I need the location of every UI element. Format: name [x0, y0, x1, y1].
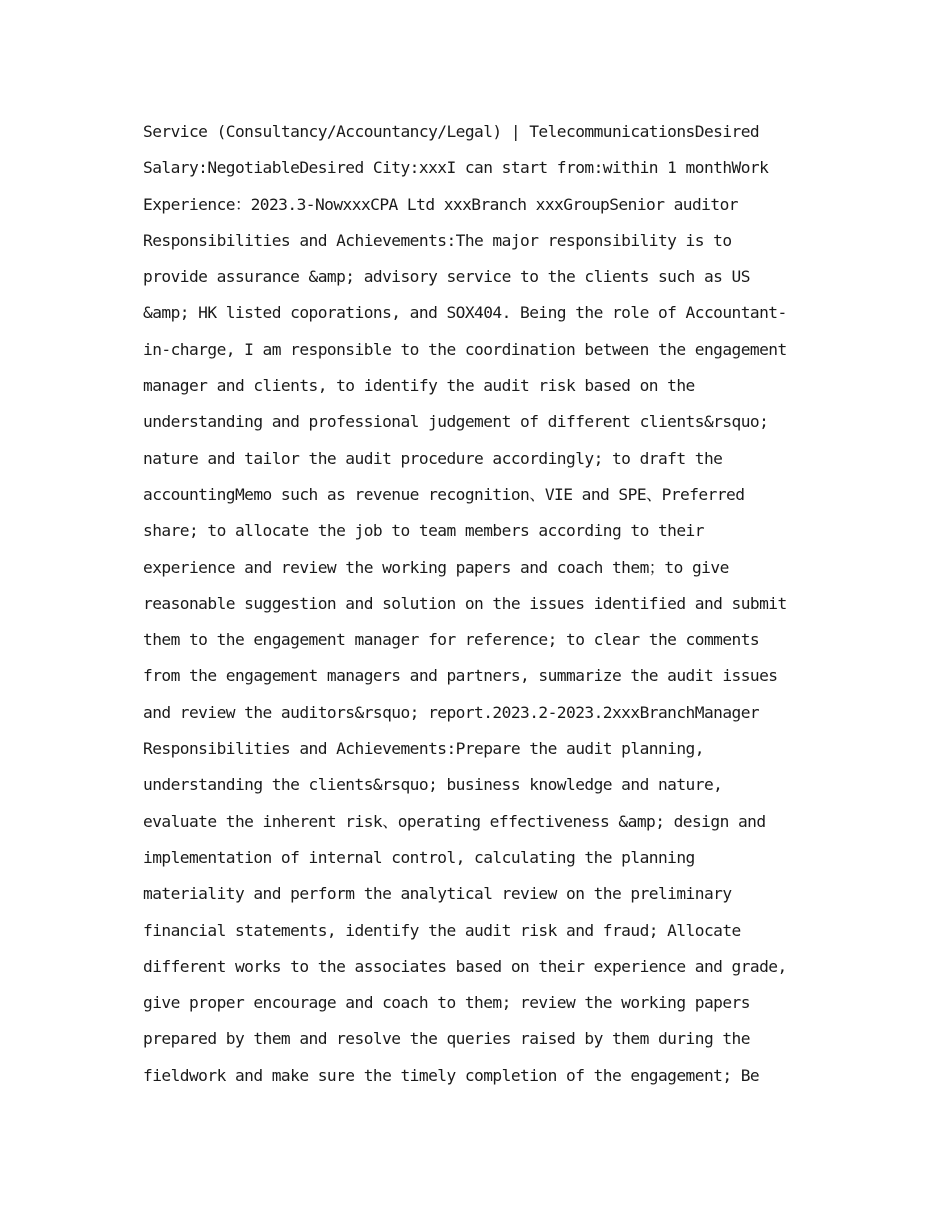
text-line: implementation of internal control, calculating the planning	[143, 847, 695, 867]
text-line: prepared by them and resolve the queries raised by them during the	[143, 1029, 750, 1049]
text-line: manager and clients, to identify the audit risk based on the	[143, 376, 695, 396]
text-line: experience and review the working papers and coach them；to give	[143, 557, 729, 577]
text-line: fieldwork and make sure the timely completion of the engagement; Be	[143, 1065, 760, 1085]
text-line: in-charge, I am responsible to the coordination between the engagement	[143, 339, 787, 359]
text-line: accountingMemo such as revenue recognition、VIE and SPE、Preferred	[143, 484, 745, 504]
text-line: understanding and professional judgement of different clients&rsquo;	[143, 412, 769, 432]
text-line: Salary:NegotiableDesired City:xxxI can start from:within 1 monthWork	[143, 158, 769, 178]
text-line: &amp; HK listed coporations, and SOX404. Being the role of Accountant-	[143, 303, 787, 323]
document-body	[143, 114, 823, 1094]
text-line: reasonable suggestion and solution on the issues identified and submit	[143, 593, 787, 613]
text-line: Responsibilities and Achievements:Prepare the audit planning,	[143, 739, 704, 759]
text-line: from the engagement managers and partners, summarize the audit issues	[143, 666, 778, 686]
text-line: and review the auditors&rsquo; report.2023.2-2023.2xxxBranchManager	[143, 702, 760, 722]
text-line: different works to the associates based on their experience and grade,	[143, 956, 787, 976]
text-line: Responsibilities and Achievements:The major responsibility is to	[143, 230, 732, 250]
text-line: financial statements, identify the audit risk and fraud; Allocate	[143, 920, 741, 940]
text-line: Service (Consultancy/Accountancy/Legal) | TelecommunicationsDesired	[143, 122, 760, 141]
text-line: materiality and perform the analytical review on the preliminary	[143, 884, 732, 904]
text-line: evaluate the inherent risk、operating effectiveness &amp; design and	[143, 811, 766, 831]
text-line: Experience：2023.3-NowxxxCPA Ltd xxxBranch xxxGroupSenior auditor	[143, 194, 738, 214]
text-line: nature and tailor the audit procedure accordingly; to draft the	[143, 448, 723, 468]
text-line: provide assurance &amp; advisory service to the clients such as US	[143, 267, 750, 287]
text-line: give proper encourage and coach to them; review the working papers	[143, 993, 750, 1013]
text-line: them to the engagement manager for reference; to clear the comments	[143, 630, 760, 650]
text-line: share; to allocate the job to team members according to their	[143, 521, 704, 541]
text-line: understanding the clients&rsquo; business knowledge and nature,	[143, 775, 723, 795]
